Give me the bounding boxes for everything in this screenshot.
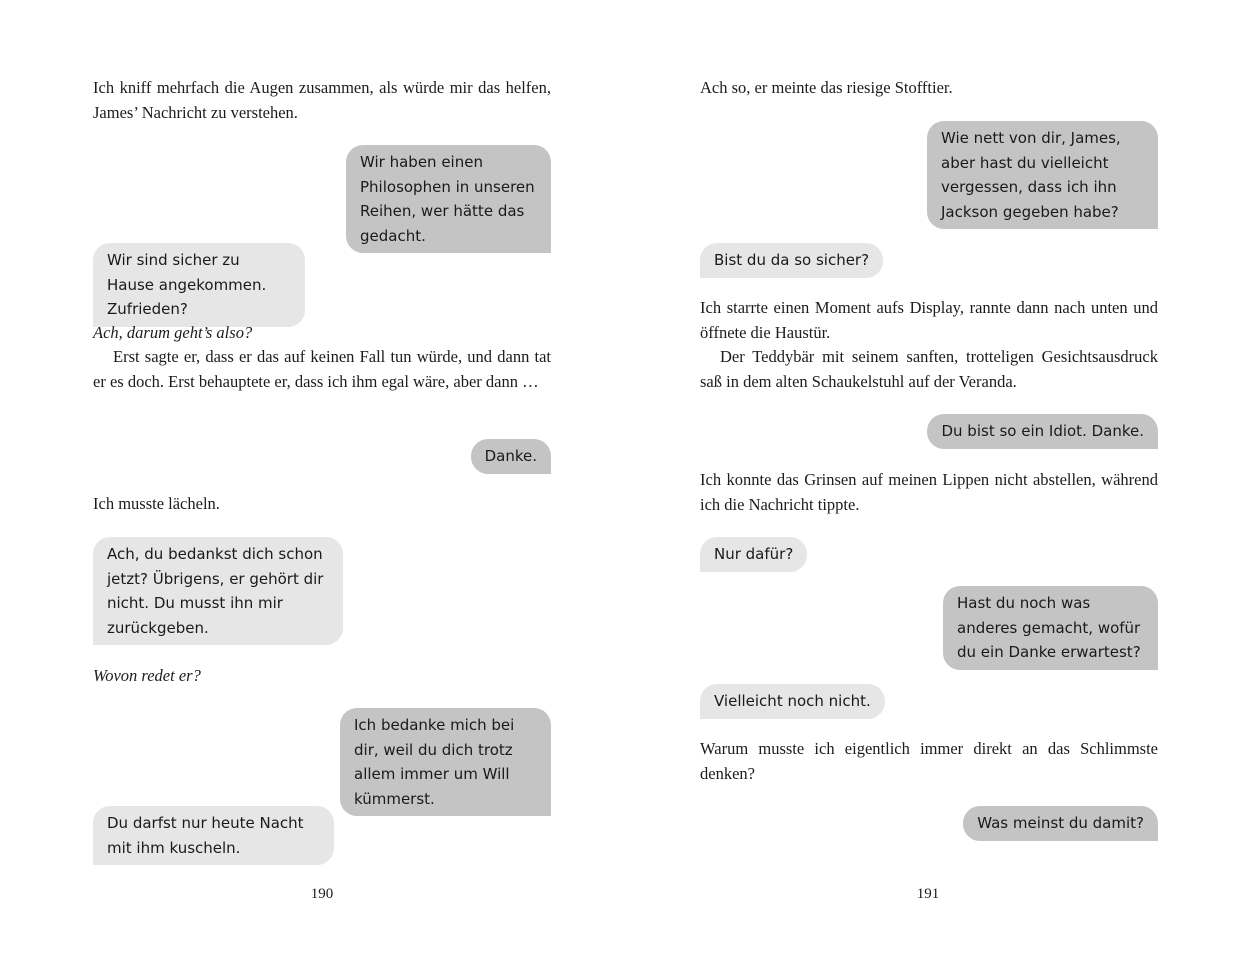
received-message-bubble: Nur dafür? — [700, 537, 807, 572]
narration-text: Erst sagte er, dass er das auf keinen Fall tun würde, und dann tat er es doch. Erst behauptete er, dass ich ihm egal wäre, aber dann … — [93, 347, 551, 391]
received-message-bubble: Bist du da so sicher? — [700, 243, 883, 278]
sent-message-bubble: Wie nett von dir, James, aber hast du vielleicht vergessen, dass ich ihn Jackson gegeben habe? — [927, 121, 1158, 229]
narration-paragraph: Ich starrte einen Moment aufs Display, rannte dann nach unten und öffnete die Haustür. — [700, 298, 1158, 342]
sent-message-bubble: Wir haben einen Philosophen in unseren Reihen, wer hätte das gedacht. — [346, 145, 551, 253]
narration-paragraph: Ich konnte das Grinsen auf meinen Lippen nicht abstellen, während ich die Nachricht tippte. — [700, 470, 1158, 514]
received-message-bubble: Du darfst nur heute Nacht mit ihm kuscheln. — [93, 806, 334, 865]
narration-paragraph — [93, 345, 551, 394]
sent-message-bubble: Ich bedanke mich bei dir, weil du dich trotz allem immer um Will kümmerst. — [340, 708, 551, 816]
right-page — [625, 0, 1250, 954]
received-message-bubble: Ach, du bedankst dich schon jetzt? Übrigens, er gehört dir nicht. Du musst ihn mir zurückgeben. — [93, 537, 343, 645]
sent-message-bubble: Danke. — [471, 439, 551, 474]
sent-message-bubble: Hast du noch was anderes gemacht, wofür du ein Danke erwartest? — [943, 586, 1158, 670]
narration-text: Der Teddybär mit seinem sanften, trotteligen Gesichtsausdruck saß in dem alten Schaukelstuhl auf der Veranda. — [700, 347, 1158, 391]
page-number: 190 — [310, 886, 334, 902]
narration-paragraph: Warum musste ich eigentlich immer direkt an das Schlimmste denken? — [700, 739, 1158, 783]
inner-thought-text: Ach, darum geht’s also? — [93, 323, 253, 342]
page-number: 191 — [916, 886, 940, 902]
received-message-bubble: Wir sind sicher zu Hause angekommen. Zufrieden? — [93, 243, 305, 327]
narration-paragraph: Ach so, er meinte das riesige Stofftier. — [700, 78, 953, 97]
narration-paragraph — [700, 345, 1158, 394]
narration-paragraph: Ich musste lächeln. — [93, 494, 220, 513]
narration-paragraph: Ich kniff mehrfach die Augen zusammen, als würde mir das helfen, James’ Nachricht zu verstehen. — [93, 78, 551, 122]
sent-message-bubble: Du bist so ein Idiot. Danke. — [927, 414, 1158, 449]
received-message-bubble: Vielleicht noch nicht. — [700, 684, 885, 719]
sent-message-bubble: Was meinst du damit? — [963, 806, 1158, 841]
inner-thought-text: Wovon redet er? — [93, 666, 201, 685]
